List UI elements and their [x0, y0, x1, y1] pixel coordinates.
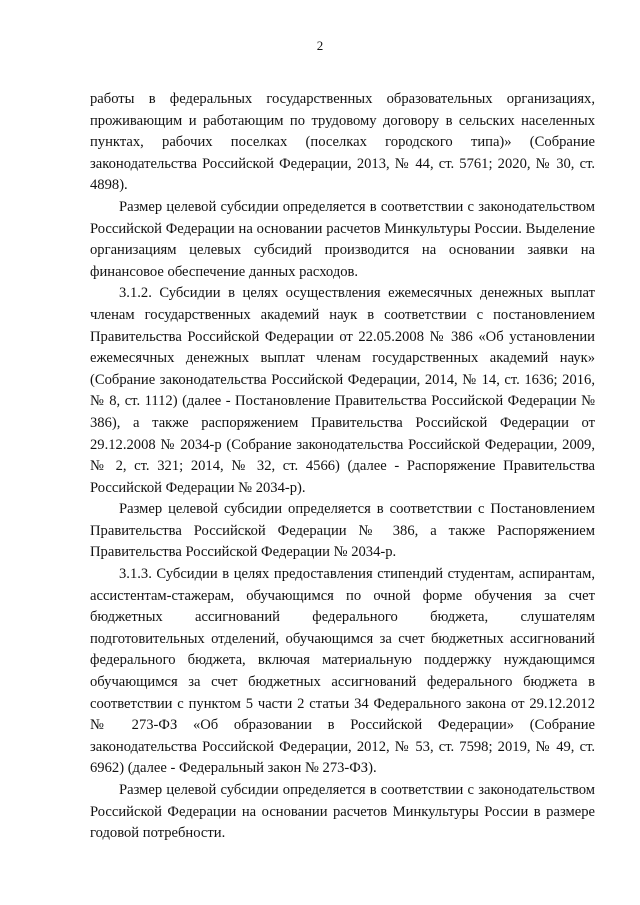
page-number: 2 — [316, 38, 324, 53]
paragraph-continuation: работы в федеральных государственных образовательных организациях, проживающим и работающим по трудовому договору в сельских населенных пунктах, рабочих поселках (поселках городского типа)» (Собрание законодательства Российской Федерации, 2013, № 44, ст. 5761; 2020, № 30, ст. 4898). — [90, 91, 595, 194]
paragraph-subsidy-size-3: Размер целевой субсидии определяется в соответствии с законодательством Российской Федерации на основании расчетов Минкультуры России в размере годовой потребности. — [90, 782, 595, 842]
paragraph-subsidy-size-2: Размер целевой субсидии определяется в соответствии с Постановлением Правительства Российской Федерации № 386, а также Распоряжением Правительства Российской Федерации № 2034-р. — [90, 501, 595, 561]
document-body — [90, 89, 595, 845]
paragraph-section-3-1-3: 3.1.3. Субсидии в целях предоставления стипендий студентам, аспирантам, ассистентам-стажерам, обучающимся по очной форме обучения за счет бюджетных ассигнований федерального бюджета, слушателям подготовительных отделений, обучающимся за счет бюджетных ассигнований федерального бюджета, включая материальную поддержку нуждающимся обучающимся за счет бюджетных ассигнований федерального бюджета в соответствии с пунктом 5 части 2 статьи 34 Федерального закона от 29.12.2012 № 273-ФЗ «Об образовании в Российской Федерации» (Собрание законодательства Российской Федерации, 2012, № 53, ст. 7598; 2019, № 49, ст. 6962) (далее - Федеральный закон № 273-ФЗ). — [90, 566, 595, 777]
paragraph-section-3-1-2: 3.1.2. Субсидии в целях осуществления ежемесячных денежных выплат членам государственных академий наук в соответствии с постановлением Правительства Российской Федерации от 22.05.2008 № 386 «Об установлении ежемесячных денежных выплат членам государственных академий наук» (Собрание законодательства Российской Федерации, 2014, № 14, ст. 1636; 2016, № 8, ст. 1112) (далее - Постановление Правительства Российской Федерации № 386), а также распоряжением Правительства Российской Федерации от 29.12.2008 № 2034-р (Собрание законодательства Российской Федерации, 2009, № 2, ст. 321; 2014, № 32, ст. 4566) (далее - Распоряжение Правительства Российской Федерации № 2034-р). — [90, 285, 595, 496]
paragraph-subsidy-size-1: Размер целевой субсидии определяется в соответствии с законодательством Российской Федерации на основании расчетов Минкультуры России. Выделение организациям целевых субсидий производится на основании заявки на финансовое обеспечение данных расходов. — [90, 198, 595, 280]
